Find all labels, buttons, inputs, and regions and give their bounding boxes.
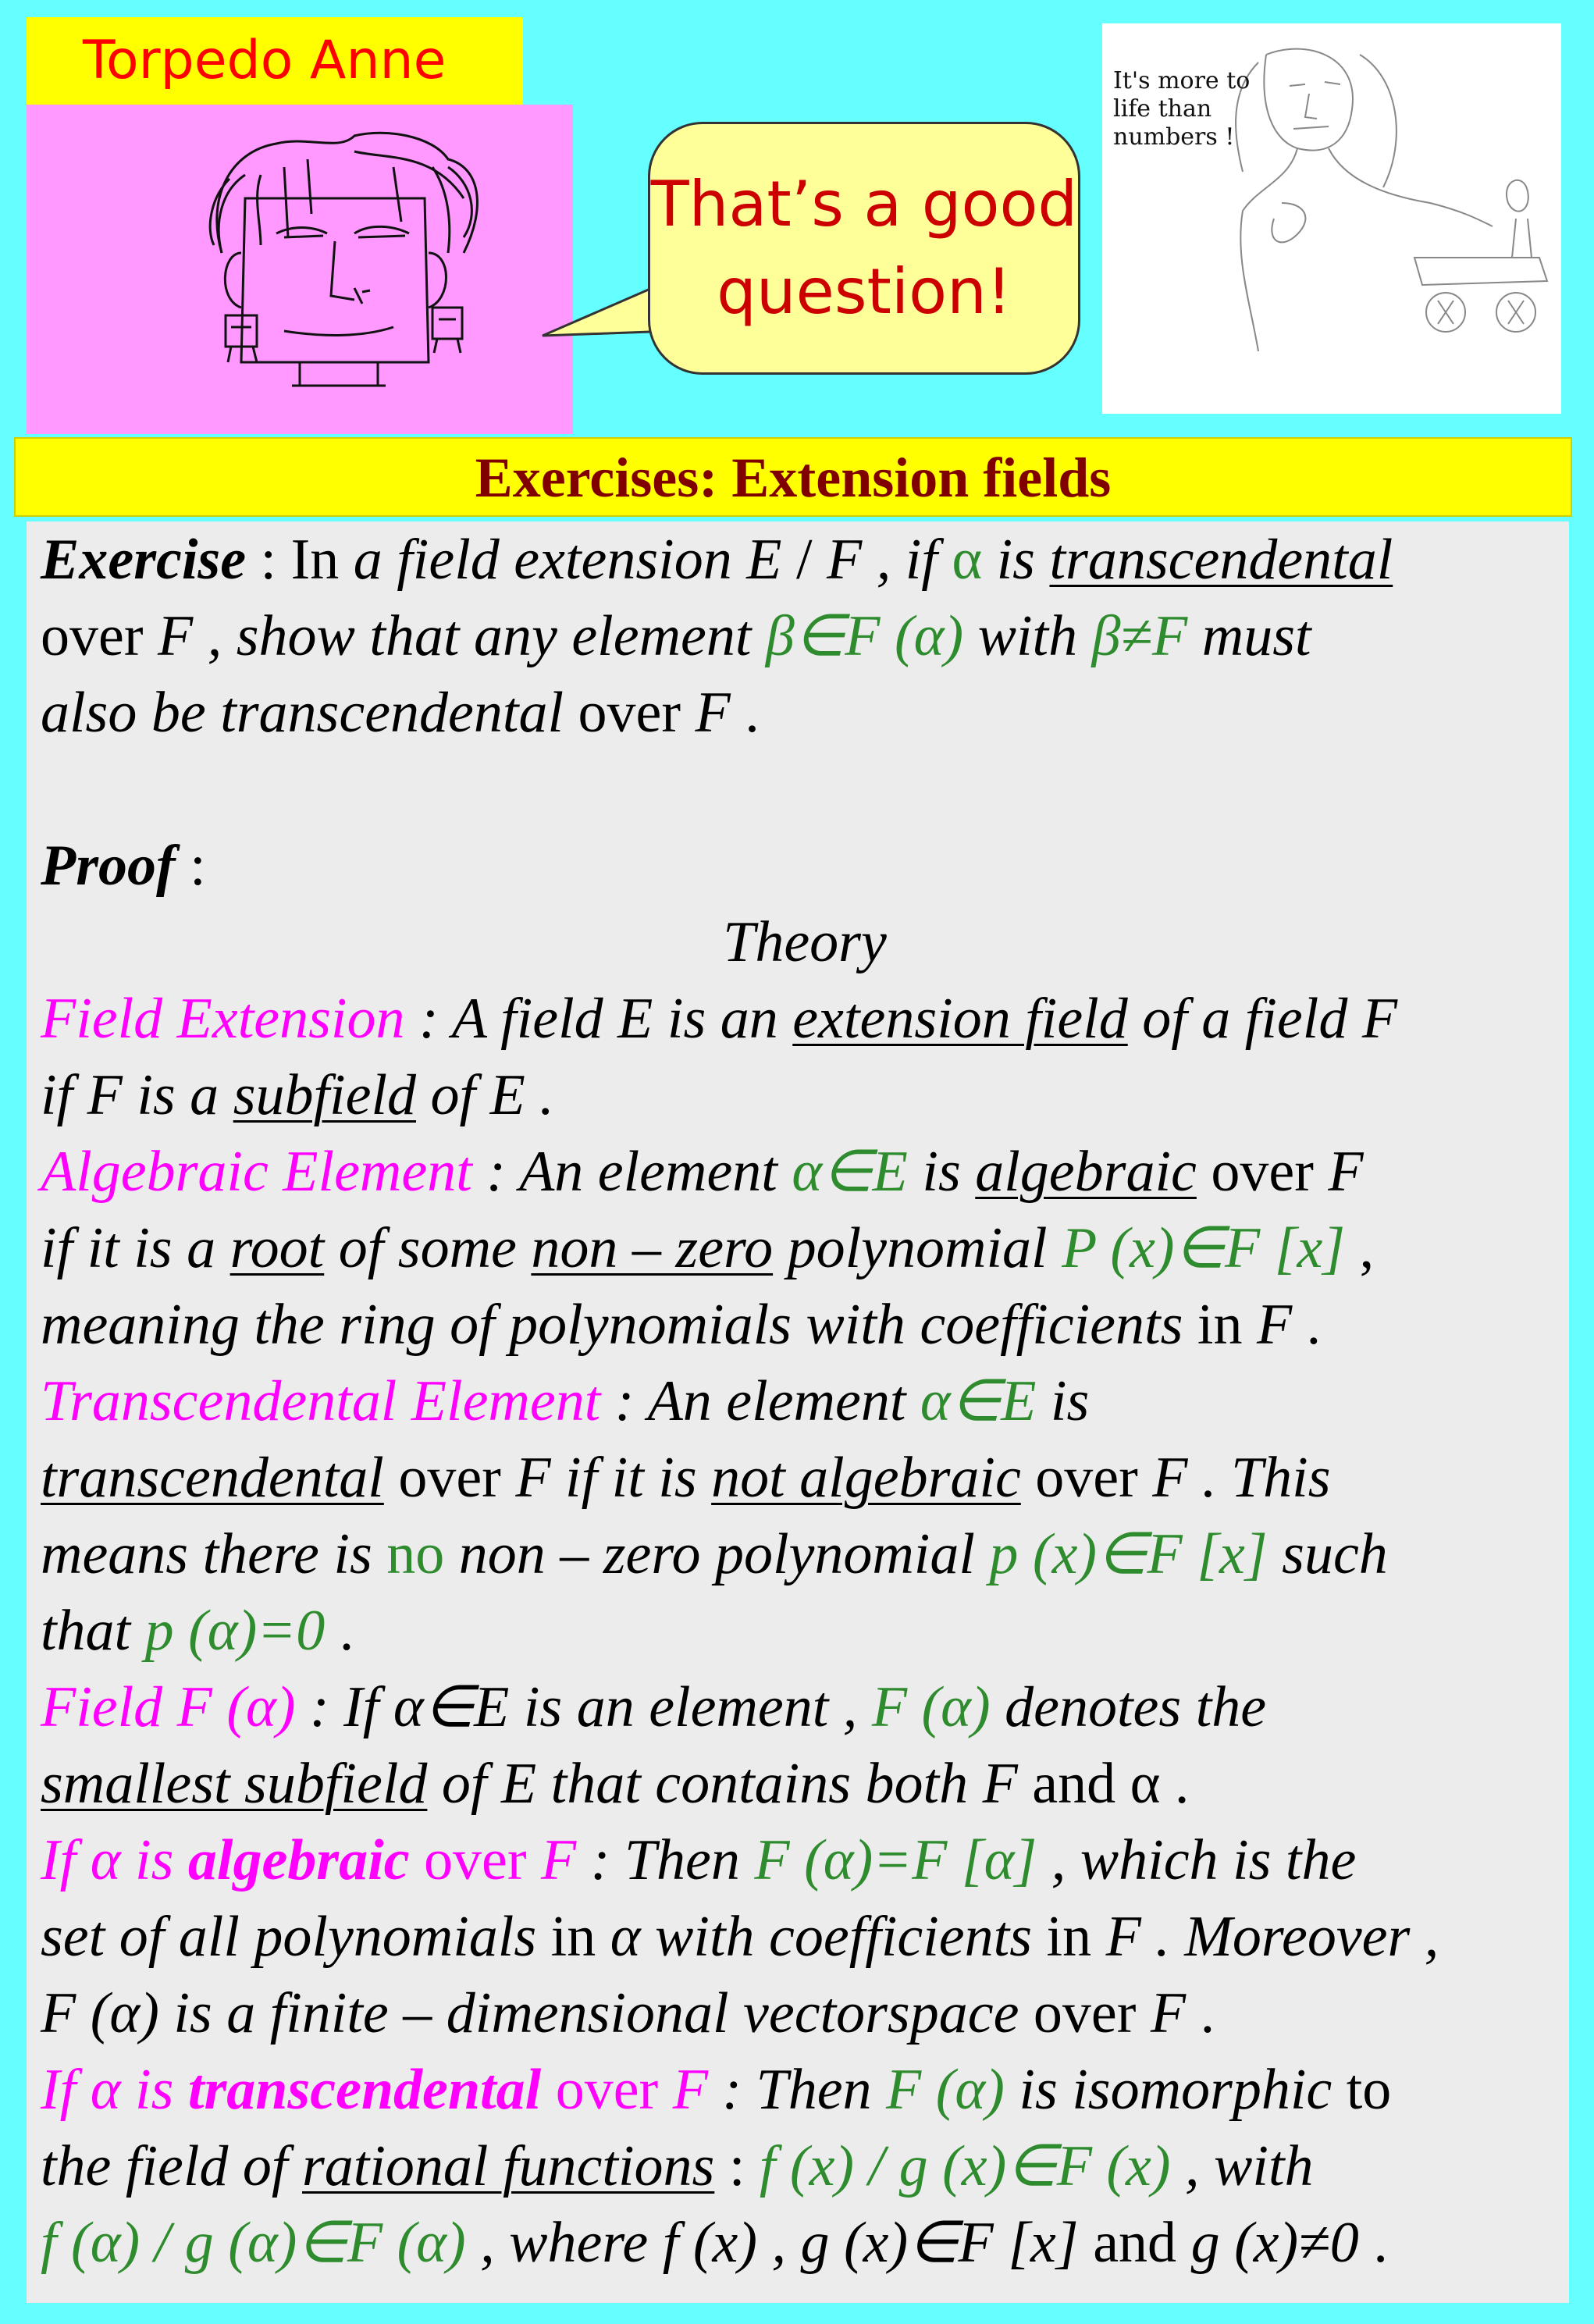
character-name: Torpedo Anne [27,17,523,105]
math: F (α) [886,2058,1005,2122]
math: (α) [880,604,978,668]
text: means there is [41,1522,387,1586]
blank-line [41,751,1569,827]
exercise-line-3 [41,674,1569,751]
text: denotes the [990,1675,1267,1739]
text: over [1020,1446,1153,1510]
text: non – zero polynomial [444,1522,990,1586]
text: , [1345,1216,1375,1280]
text: over [564,681,696,745]
character-portrait [27,105,573,434]
text: set of all polynomials [41,1905,537,1969]
field-f-alpha-line-2 [41,1746,1569,1822]
text: the field of [41,2134,302,2198]
underlined-term: non – zero [531,1216,774,1280]
term: over [541,2058,673,2122]
text: over [383,1446,516,1510]
math: F (α) [871,1675,991,1739]
term: Algebraic Element [41,1140,472,1204]
text: F [695,681,731,745]
speech-bubble-tail [539,258,656,351]
term-bold: algebraic [187,1828,410,1892]
proof-label: Proof [41,834,176,898]
text: if it is a [41,1216,230,1280]
math: α [952,528,983,592]
math: α∈E [920,1369,1037,1433]
text: that [41,1599,145,1663]
math: β∈F [765,604,881,668]
text: over [1196,1140,1329,1204]
text: of some [324,1216,532,1280]
underlined-term: subfield [233,1063,417,1127]
underlined-term: algebraic [975,1140,1197,1204]
underlined-term: smallest subfield [41,1752,428,1816]
text: Theory [723,910,887,974]
math: β≠F [1091,604,1188,668]
text: : Then [707,2058,887,2122]
text: . [1292,1293,1322,1357]
text: , where f (x) , g (x)∈F [x] [465,2211,1079,2275]
text: : An element [471,1140,792,1204]
text: F [1328,1140,1364,1204]
text: polynomial [773,1216,1062,1280]
text: is isomorphic [1004,2058,1332,2122]
transcendental-line-1 [41,1363,1569,1440]
text: is [982,528,1050,592]
sketch-caption: It's more to life than numbers ! [1113,67,1251,151]
text: α with coefficients [610,1905,1033,1969]
algebraic-line-1 [41,1134,1569,1210]
text: F [1150,1981,1187,2045]
text: : Then [576,1828,755,1892]
text: is [1036,1369,1090,1433]
underlined-term: not algebraic [711,1446,1021,1510]
underlined-term: transcendental [1049,528,1393,592]
underlined-term: transcendental [41,1446,384,1510]
math: p (x)∈F [x] [989,1522,1268,1586]
term: over [409,1828,542,1892]
underlined-term: rational functions [302,2134,715,2198]
math: F (α)=F [α] [754,1828,1037,1892]
field-f-alpha-line-1 [41,1669,1569,1746]
text: and [1017,1752,1130,1816]
exercise-line-1 [41,521,1569,598]
text: : [714,2134,760,2198]
text: to [1332,2058,1392,2122]
text: . [1358,2211,1388,2275]
text: if F is a [41,1063,233,1127]
field-extension-line-2 [41,1057,1569,1134]
speech-bubble-line: question! [717,255,1012,328]
text: F [1152,1446,1188,1510]
text: meaning the ring of polynomials with coefficients [41,1293,1183,1357]
text: of E . [416,1063,554,1127]
page-title: Exercises: Extension fields [14,437,1572,517]
text: , which is the [1037,1828,1357,1892]
term: Field Extension [41,987,405,1051]
text: must [1187,604,1311,668]
text: , with [1170,2134,1314,2198]
text: . Moreover , [1140,1905,1439,1969]
text: : A field E is an [404,987,793,1051]
if-transcendental-line-2 [41,2128,1569,2205]
text: in [1032,1905,1106,1969]
text: : If α∈E is an element , [295,1675,872,1739]
term: Transcendental Element [41,1369,601,1433]
text: : An element [600,1369,920,1433]
underlined-term: extension field [792,987,1128,1051]
text: : [175,834,206,898]
text: a field extension E [353,528,782,592]
algebraic-line-2 [41,1210,1569,1287]
text: F [1256,1293,1293,1357]
if-algebraic-line-2 [41,1899,1569,1975]
term-bold: transcendental [187,2058,542,2122]
math: f (x) / g (x)∈F (x) [759,2134,1171,2198]
text: . This [1187,1446,1331,1510]
text: is [907,1140,976,1204]
text: over [1019,1981,1151,2045]
proof-line [41,827,1569,904]
text: in [536,1905,610,1969]
field-extension-line-1 [41,980,1569,1057]
algebraic-line-3 [41,1287,1569,1363]
speech-bubble [648,122,1080,375]
term: If α is [41,1828,188,1892]
text: . [325,1599,354,1663]
math: P (x)∈F [x] [1062,1216,1346,1280]
text: with [977,604,1092,668]
math: α∈E [792,1140,908,1204]
if-algebraic-line-1 [41,1822,1569,1899]
text: , show that any element [193,604,766,668]
if-transcendental-line-1 [41,2052,1569,2128]
text: F [158,604,194,668]
exercise-line-2 [41,598,1569,674]
text: in [1183,1293,1257,1357]
term: Field F (α) [41,1675,296,1739]
text: / [781,528,827,592]
text: of E that contains both F [427,1752,1018,1816]
text: of a field F [1127,987,1398,1051]
text: . [730,681,760,745]
math: no [386,1522,445,1586]
transcendental-line-2 [41,1440,1569,1516]
text: . [1186,1981,1215,2045]
underlined-term: root [229,1216,325,1280]
text: F [827,528,863,592]
exercise-label: Exercise [41,528,247,592]
math: f (α) / g (α)∈F (α) [41,2211,466,2275]
term: F [672,2058,708,2122]
math: p (α)=0 [144,1599,326,1663]
text: F if it is [515,1446,712,1510]
text: such [1267,1522,1388,1586]
exercise-content [27,521,1569,2303]
speech-bubble-line: That’s a good [650,168,1078,240]
text: and [1078,2211,1191,2275]
term: If α is [41,2058,188,2122]
portrait-drawing [27,105,573,434]
text: F (α) is a finite – dimensional vectorspace [41,1981,1019,2045]
if-algebraic-line-3 [41,1975,1569,2052]
text: : In [246,528,354,592]
text: also be transcendental [41,681,564,745]
text: , if [862,528,952,592]
transcendental-line-3 [41,1516,1569,1593]
term: F [541,1828,577,1892]
text: over [41,604,158,668]
transcendental-line-4 [41,1593,1569,1669]
if-transcendental-line-3 [41,2205,1569,2281]
text: g (x)≠0 [1190,2211,1359,2275]
text: α . [1130,1752,1190,1816]
theory-heading [41,904,1569,980]
text: F [1105,1905,1141,1969]
